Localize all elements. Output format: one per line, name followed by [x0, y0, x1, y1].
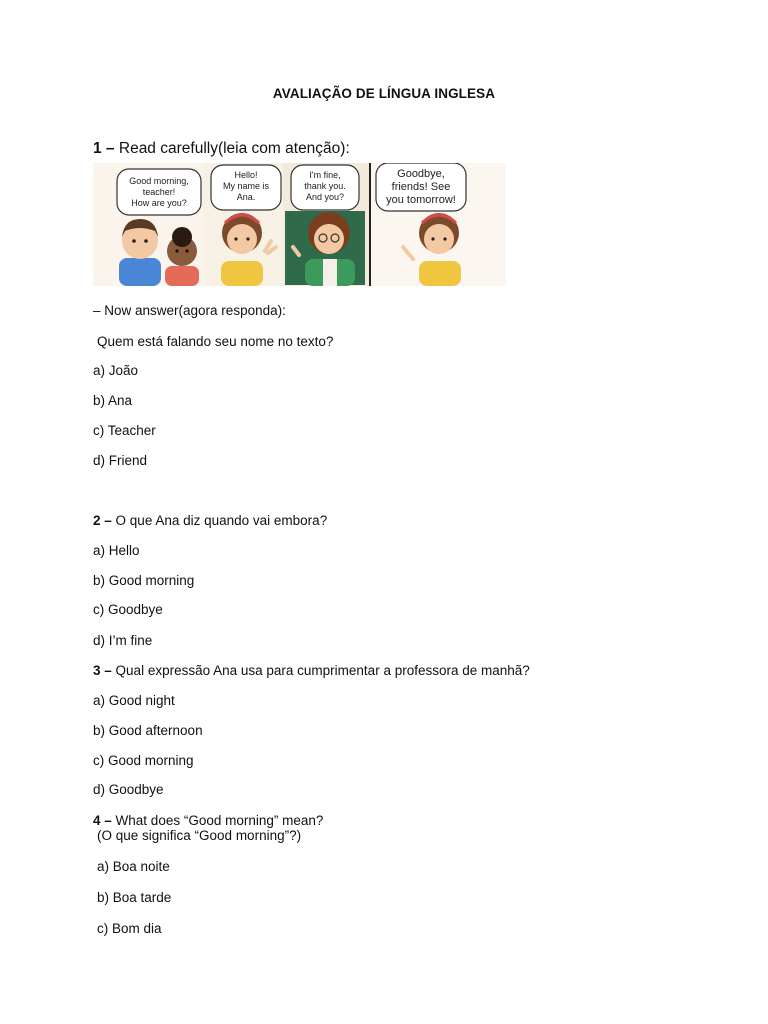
question-3-option-a: a) Good night [93, 693, 175, 708]
page-title: AVALIAÇÃO DE LÍNGUA INGLESA [272, 86, 496, 101]
question-1-text: Quem está falando seu nome no texto? [97, 334, 334, 349]
bubble-4-line-2: friends! See [391, 181, 451, 193]
question-4-translation: (O que significa “Good morning”?) [97, 828, 302, 843]
comic-strip-illustration [93, 163, 506, 286]
bubble-2-line-2: My name is [222, 181, 270, 191]
question-2-option-d: d) I’m fine [93, 633, 153, 648]
question-1-option-a: a) João [93, 363, 139, 378]
question-4-text: What does “Good morning” mean? [115, 813, 324, 828]
bubble-1-line-3: How are you? [131, 198, 187, 208]
bubble-2-line-1: Hello! [234, 170, 258, 180]
question-2 [93, 512, 327, 529]
bubble-3-line-3: And you? [305, 192, 345, 202]
bubble-1-line-2: teacher! [142, 187, 176, 197]
question-1-instruction: – Now answer(agora responda): [93, 303, 286, 318]
question-1-heading-text: Read carefully(leia com atenção): [118, 140, 350, 157]
question-1-number: 1 – [93, 140, 115, 157]
question-4-option-c: c) Bom dia [97, 921, 162, 936]
bubble-4-line-1: Goodbye, [397, 168, 445, 180]
question-3-option-d: d) Goodbye [93, 782, 164, 797]
question-2-option-b: b) Good morning [93, 573, 195, 588]
question-4-option-a: a) Boa noite [97, 859, 170, 874]
question-2-number: 2 – [93, 513, 112, 528]
bubble-4-line-3: you tomorrow! [386, 194, 456, 206]
bubble-3-line-1: I'm fine, [309, 170, 341, 180]
question-1-option-d: d) Friend [93, 453, 148, 468]
question-1-heading [93, 140, 350, 157]
bubble-3-line-2: thank you. [304, 181, 346, 191]
bubble-2-line-3: Ana. [236, 192, 256, 202]
question-2-text: O que Ana diz quando vai embora? [115, 513, 328, 528]
question-4-option-b: b) Boa tarde [97, 890, 172, 905]
question-3-option-c: c) Good morning [93, 753, 194, 768]
question-3-text: Qual expressão Ana usa para cumprimentar a professora de manhã? [115, 663, 530, 678]
question-1-option-c: c) Teacher [93, 423, 156, 438]
question-2-option-a: a) Hello [93, 543, 140, 558]
bubble-1-line-1: Good morning, [129, 176, 189, 186]
question-4-number: 4 – [93, 813, 112, 828]
question-2-option-c: c) Goodbye [93, 602, 163, 617]
question-3-number: 3 – [93, 663, 112, 678]
question-3 [93, 662, 530, 679]
question-1-option-b: b) Ana [93, 393, 133, 408]
question-3-option-b: b) Good afternoon [93, 723, 203, 738]
